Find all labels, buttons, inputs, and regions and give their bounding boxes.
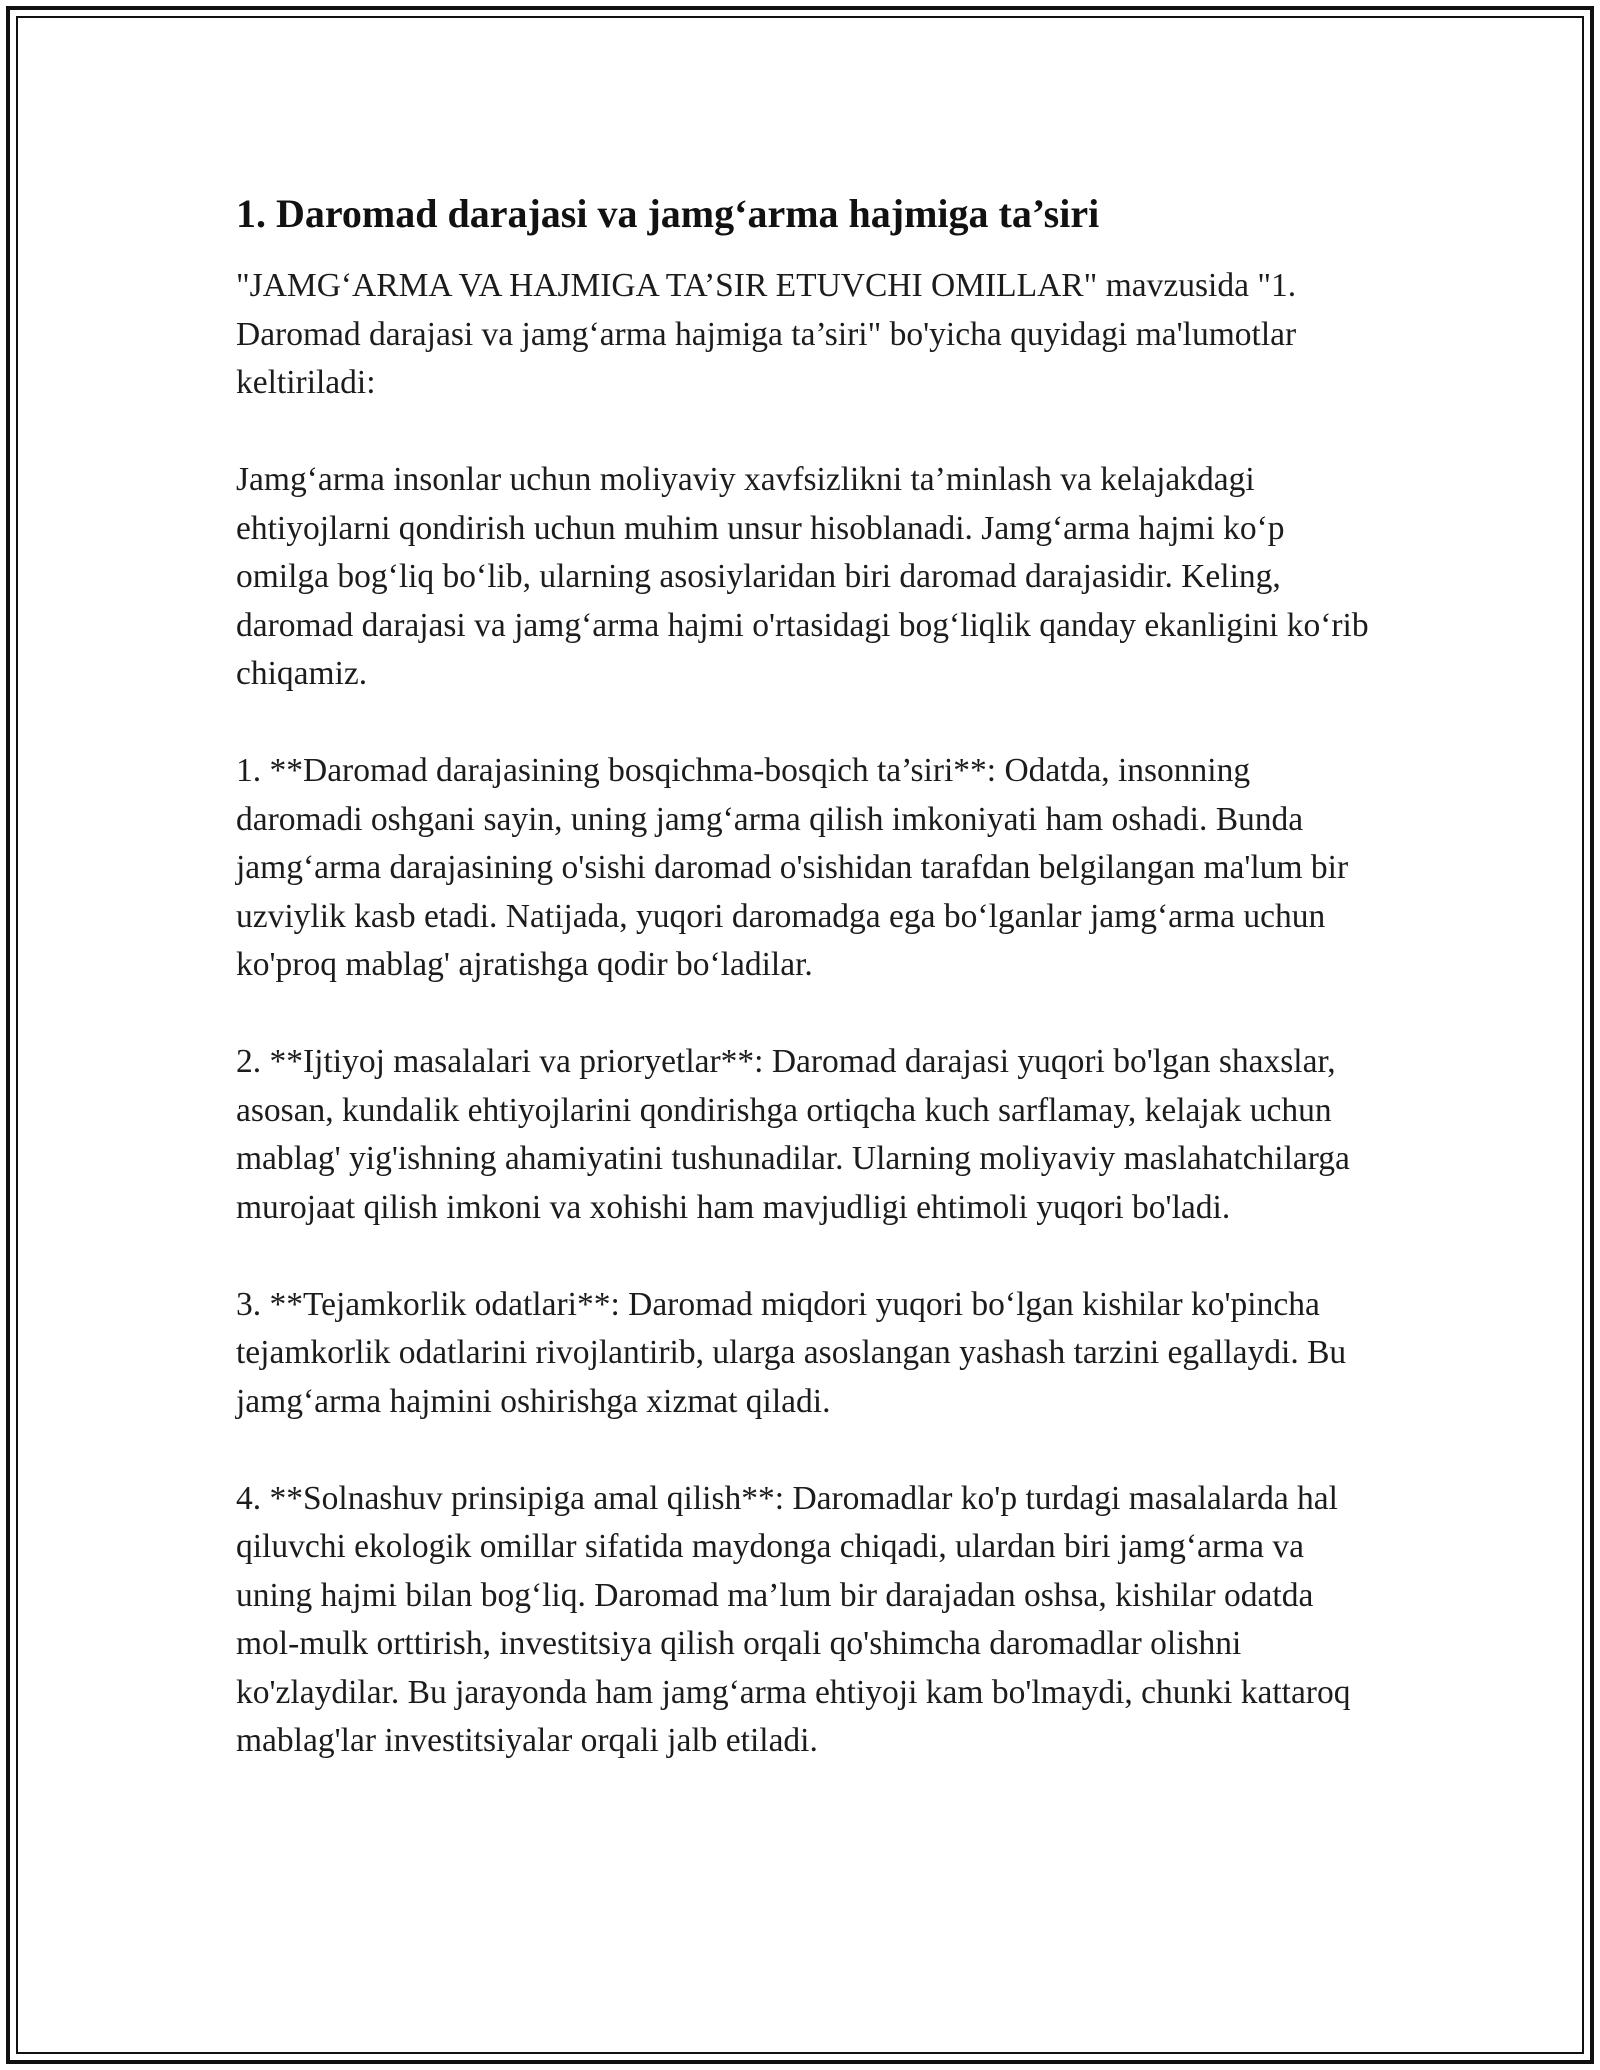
paragraph-point-2: 2. **Ijtiyoj masalalari va prioryetlar**: Daromad darajasi yuqori bo'lgan shaxslar, asosan, kundalik ehtiyojlarini qondirishga ortiqcha kuch sarflamay, kelajak uchun mablag' yig'ishning ahamiyatini tushunadilar. Ularning moliyaviy maslahatchilarga murojaat qilish imkoni va xohishi ham mavjudligi ehtimoli yuqori bo'ladi. (236, 1043, 1350, 1226)
paragraph-overview: Jamg‘arma insonlar uchun moliyaviy xavfsizlikni ta’minlash va kelajakdagi ehtiyojlarni qondirish uchun muhim unsur hisoblanadi. Jamg‘arma hajmi ko‘p omilga bog‘liq bo‘lib, ularning asosiylaridan biri daromad darajasidir. Keling, daromad darajasi va jamg‘arma hajmi o'rtasidagi bog‘liqlik qanday ekanligini ko‘rib chiqamiz. (236, 461, 1369, 692)
paragraph-point-3: 3. **Tejamkorlik odatlari**: Daromad miqdori yuqori bo‘lgan kishilar ko'pincha tejamkorlik odatlarini rivojlantirib, ularga asoslangan yashash tarzini egallaydi. Bu jamg‘arma hajmini oshirishga xizmat qiladi. (236, 1285, 1347, 1420)
document-body (236, 188, 1370, 1814)
paragraph-point-1: 1. **Daromad darajasining bosqichma-bosqich ta’siri**: Odatda, insonning daromadi oshgani sayin, uning jamg‘arma qilish imkoniyati ham oshadi. Bunda jamg‘arma darajasining o'sishi daromad o'sishidan tarafdan belgilangan ma'lum bir uzviylik kasb etadi. Natijada, yuqori daromadga ega bo‘lganlar jamg‘arma uchun ko'proq mablag' ajratishga qodir bo‘ladilar. (236, 752, 1349, 983)
document-title: 1. Daromad darajasi va jamg‘arma hajmiga ta’siri (236, 191, 1100, 236)
paragraph-intro: "JAMG‘ARMA VA HAJMIGA TA’SIR ETUVCHI OMILLAR" mavzusida "1. Daromad darajasi va jamg‘arma hajmiga ta’siri" bo'yicha quyidagi ma'lumotlar keltiriladi: (236, 267, 1297, 401)
paragraph-point-4: 4. **Solnashuv prinsipiga amal qilish**: Daromadlar ko'p turdagi masalalarda hal qiluvchi ekologik omillar sifatida maydonga chiqadi, ulardan biri jamg‘arma va uning hajmi bilan bog‘liq. Daromad ma’lum bir darajadan oshsa, kishilar odatda mol-mulk orttirish, investitsiya qilish orqali qo'shimcha daromadlar olishni ko'zlaydilar. Bu jarayonda ham jamg‘arma ehtiyoji kam bo'lmaydi, chunki kattaroq mablag'lar investitsiyalar orqali jalb etiladi. (236, 1479, 1351, 1759)
